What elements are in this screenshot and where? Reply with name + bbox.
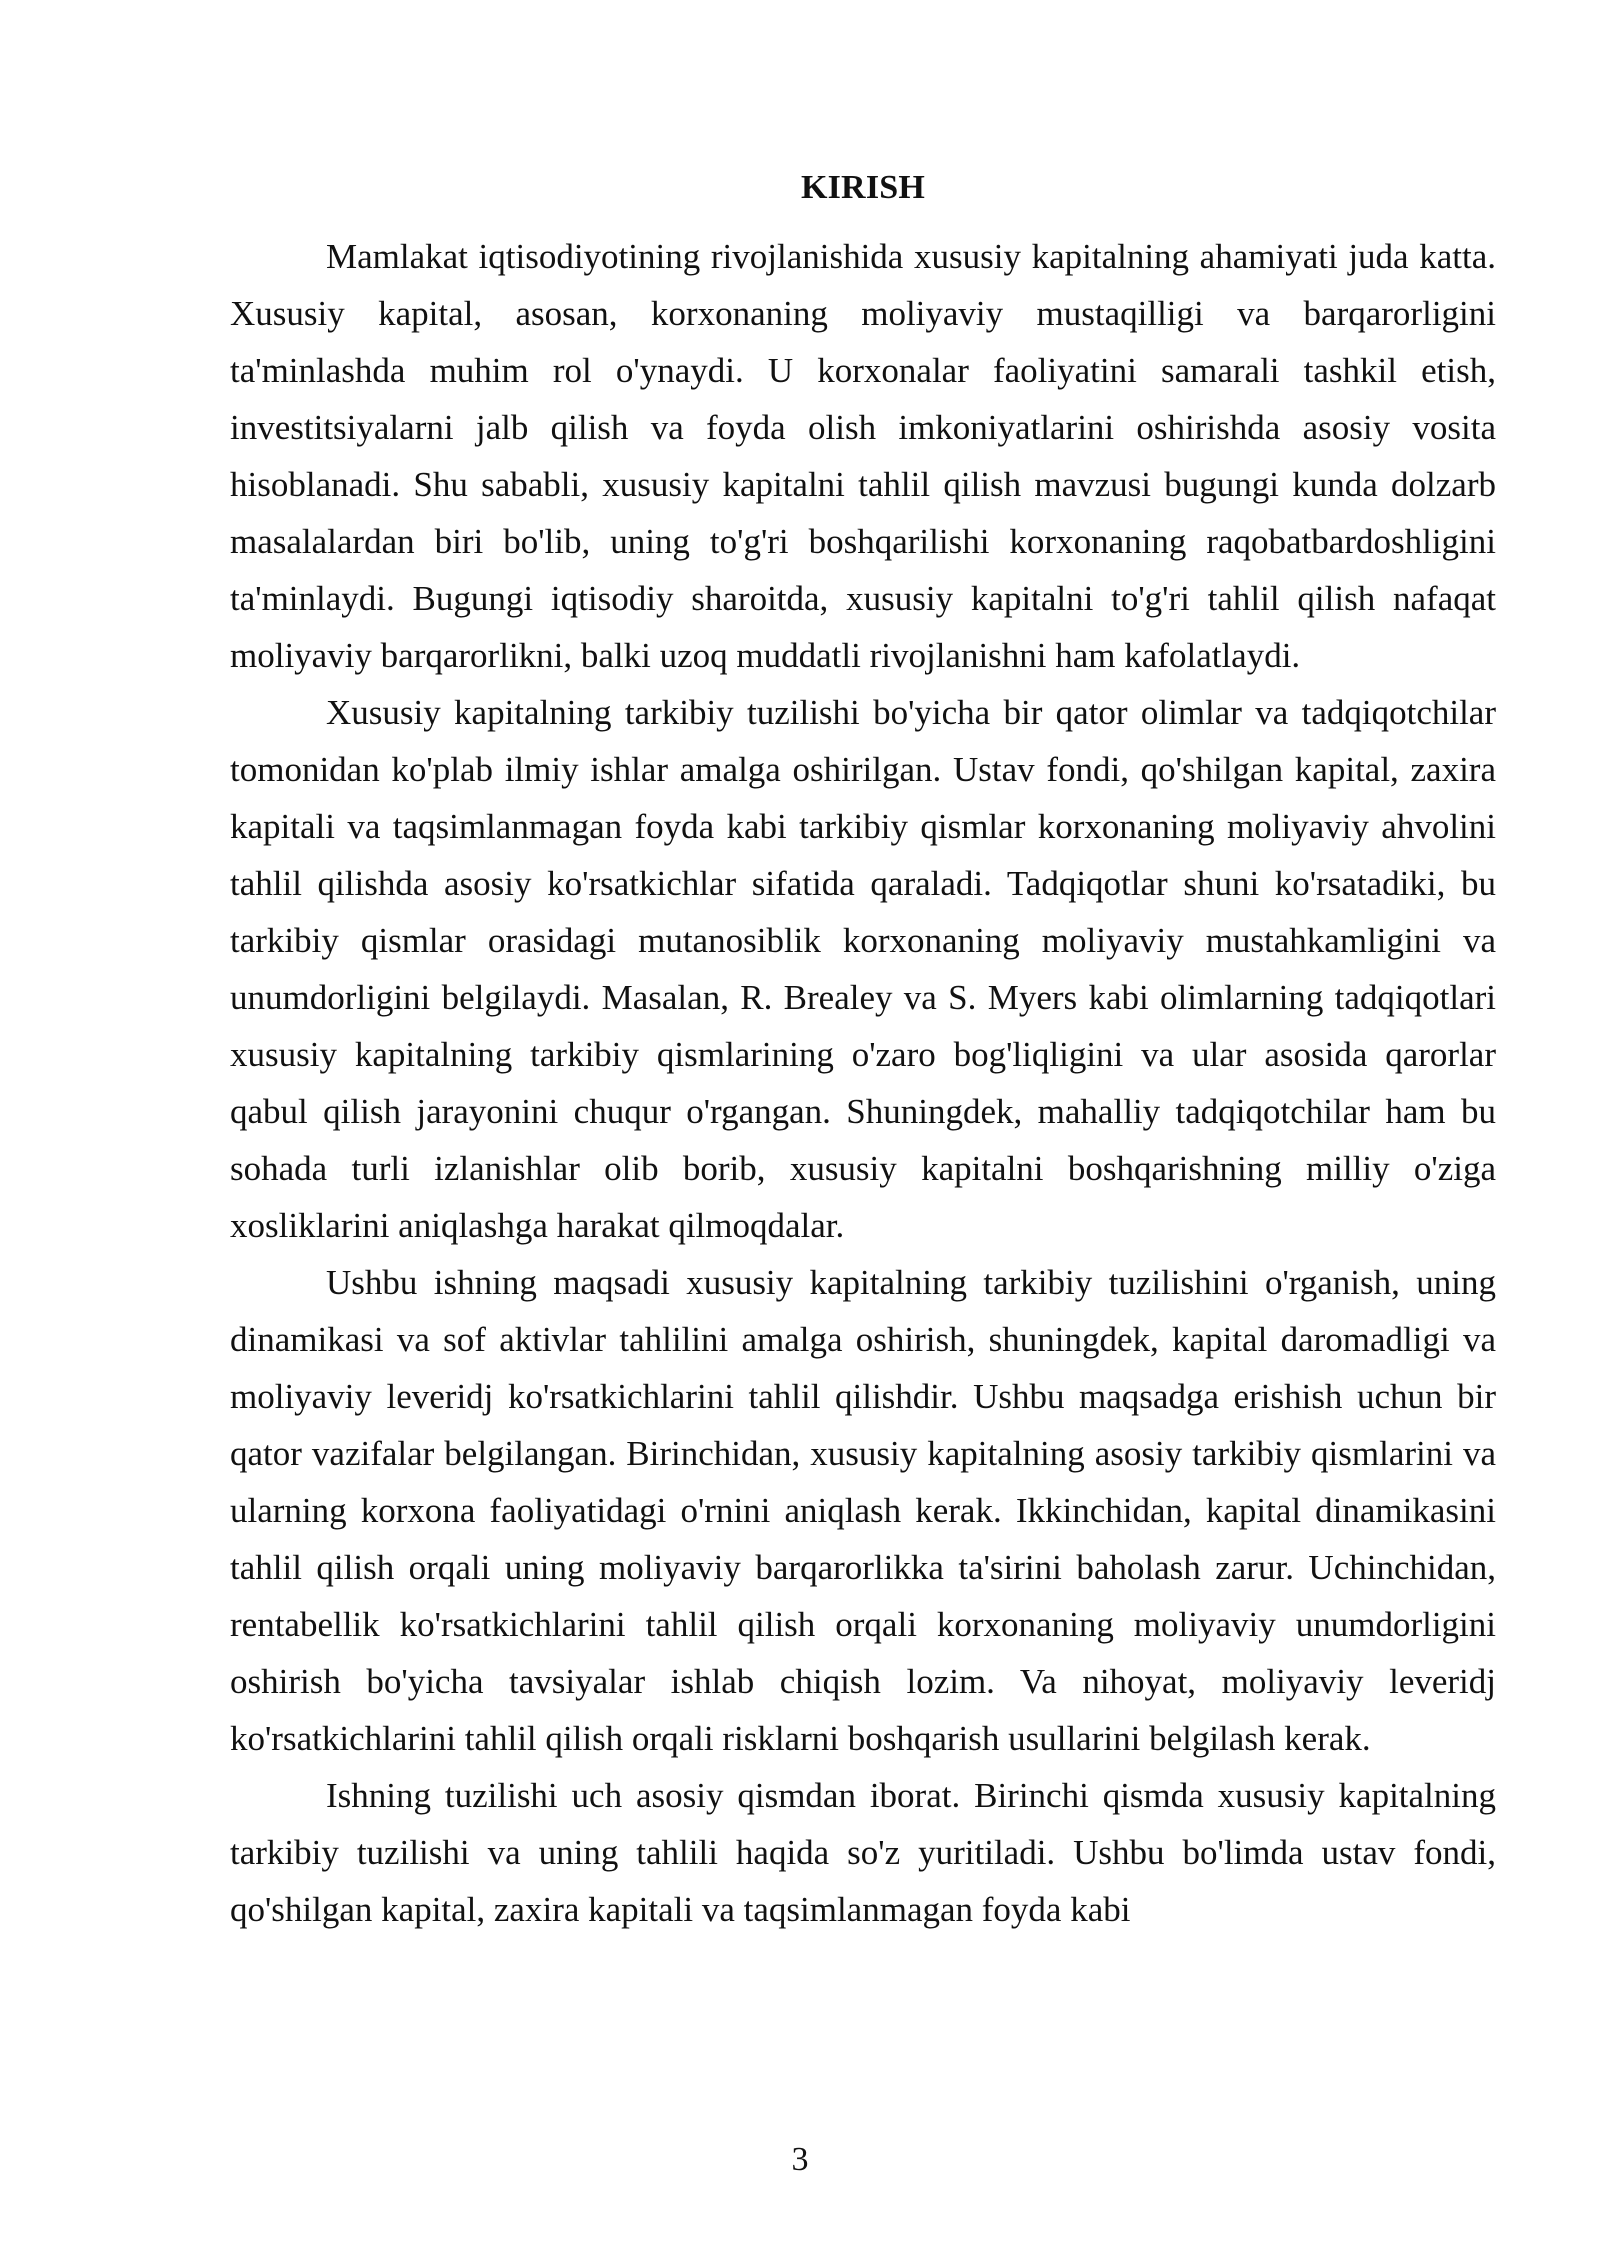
section-title: KIRISH <box>800 169 926 206</box>
paragraph-2: Xususiy kapitalning tarkibiy tuzilishi bo'yicha bir qator olimlar va tadqiqotchilar tomonidan ko'plab ilmiy ishlar amalga oshirilgan. Ustav fondi, qo'shilgan kapital, zaxira kapitali va taqsimlanmagan foyda kabi tarkibiy qismlar korxonaning moliyaviy ahvolini tahlil qilishda asosiy ko'rsatkichlar sifatida qaraladi. Tadqiqotlar shuni ko'rsatadiki, bu tarkibiy qismlar orasidagi mutanosiblik korxonaning moliyaviy mustahkamligini va unumdorligini belgilaydi. Masalan, R. Brealey va S. Myers kabi olimlarning tadqiqotlari xususiy kapitalning tarkibiy qismlarining o'zaro bog'liqligini va ular asosida qarorlar qabul qilish jarayonini chuqur o'rgangan. Shuningdek, mahalliy tadqiqotchilar ham bu sohada turli izlanishlar olib borib, xususiy kapitalni boshqarishning milliy o'ziga xosliklarini aniqlashga harakat qilmoqdalar. <box>230 693 1496 1245</box>
paragraph-1: Mamlakat iqtisodiyotining rivojlanishida xususiy kapitalning ahamiyati juda katta. Xususiy kapital, asosan, korxonaning moliyaviy mustaqilligi va barqarorligini ta'minlashda muhim rol o'ynaydi. U korxonalar faoliyatini samarali tashkil etish, investitsiyalarni jalb qilish va foyda olish imkoniyatlarini oshirishda asosiy vosita hisoblanadi. Shu sababli, xususiy kapitalni tahlil qilish mavzusi bugungi kunda dolzarb masalalardan biri bo'lib, uning to'g'ri boshqarilishi korxonaning raqobatbardoshligini ta'minlaydi. Bugungi iqtisodiy sharoitda, xususiy kapitalni to'g'ri tahlil qilish nafaqat moliyaviy barqarorlikni, balki uzoq muddatli rivojlanishni ham kafolatlaydi. <box>230 237 1496 675</box>
paragraph-3: Ushbu ishning maqsadi xususiy kapitalning tarkibiy tuzilishini o'rganish, uning dinamikasi va sof aktivlar tahlilini amalga oshirish, shuningdek, kapital daromadligi va moliyaviy leveridj ko'rsatkichlarini tahlil qilishdir. Ushbu maqsadga erishish uchun bir qator vazifalar belgilangan. Birinchidan, xususiy kapitalning asosiy tarkibiy qismlarini va ularning korxona faoliyatidagi o'rnini aniqlash kerak. Ikkinchidan, kapital dinamikasini tahlil qilish orqali uning moliyaviy barqarorlikka ta'sirini baholash zarur. Uchinchidan, rentabellik ko'rsatkichlarini tahlil qilish orqali korxonaning moliyaviy unumdorligini oshirish bo'yicha tavsiyalar ishlab chiqish lozim. Va nihoyat, moliyaviy leveridj ko'rsatkichlarini tahlil qilish orqali risklarni boshqarish usullarini belgilash kerak. <box>230 1263 1496 1758</box>
paragraph-4: Ishning tuzilishi uch asosiy qismdan iborat. Birinchi qismda xususiy kapitalning tarkibiy tuzilishi va uning tahlili haqida so'z yuritiladi. Ushbu bo'limda ustav fondi, qo'shilgan kapital, zaxira kapitali va taqsimlanmagan foyda kabi <box>230 1776 1496 1929</box>
page-content <box>230 160 1496 1938</box>
page-number: 3 <box>791 2141 809 2178</box>
